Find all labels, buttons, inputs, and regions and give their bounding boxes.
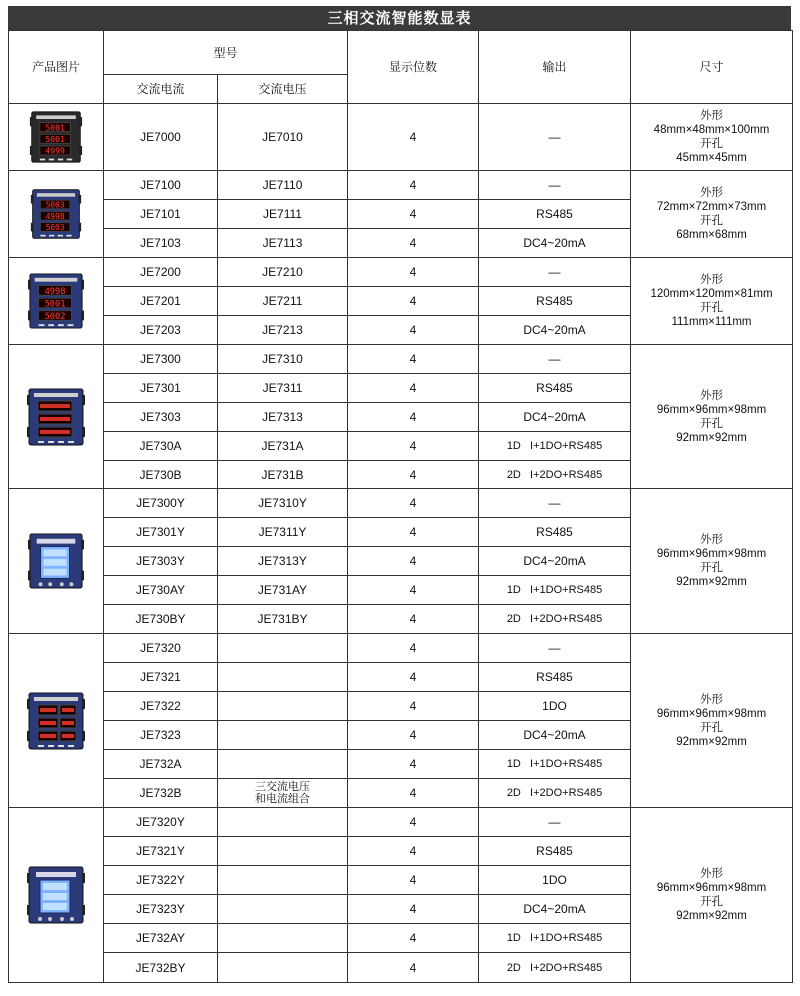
- digits-cell: 4: [348, 837, 479, 866]
- size-value: 96mm×96mm×98mm: [656, 707, 767, 720]
- table-row: [9, 489, 793, 518]
- digits-cell: 4: [348, 229, 479, 258]
- model-voltage-cell: JE7311Y: [218, 518, 348, 547]
- svg-text:4999: 4999: [45, 145, 65, 156]
- digits-cell: 4: [348, 866, 479, 895]
- digits-cell: 4: [348, 953, 479, 983]
- size-value: 96mm×96mm×98mm: [656, 548, 767, 560]
- digits-cell: 4: [348, 287, 479, 316]
- meter-3-window-red-icon: [28, 188, 84, 240]
- size-value: 48mm×48mm×100mm: [653, 124, 770, 136]
- size-cell: [631, 345, 793, 489]
- table-row: [9, 808, 793, 837]
- table-row: [9, 171, 793, 200]
- output-cell: 1D I+1DO+RS485: [479, 750, 631, 779]
- svg-text:4998: 4998: [44, 286, 66, 297]
- model-current-cell: JE7100: [104, 171, 218, 200]
- size-value: 92mm×92mm: [676, 735, 747, 748]
- output-cell: 1D I+1DO+RS485: [479, 576, 631, 605]
- size-value: 96mm×96mm×98mm: [656, 403, 767, 416]
- table-row: [9, 258, 793, 287]
- model-current-cell: JE7323Y: [104, 895, 218, 924]
- table-title: 三相交流智能数显表: [8, 6, 791, 30]
- digits-cell: 4: [348, 808, 479, 837]
- product-image-cell: [9, 258, 104, 345]
- model-current-cell: JE730BY: [104, 605, 218, 634]
- output-cell: —: [479, 258, 631, 287]
- output-cell: —: [479, 489, 631, 518]
- meter-3-window-red-icon: [25, 272, 87, 330]
- output-cell: DC4~20mA: [479, 895, 631, 924]
- model-voltage-cell: [218, 634, 348, 663]
- output-cell: DC4~20mA: [479, 316, 631, 345]
- size-label: 开孔: [700, 417, 724, 430]
- digits-cell: 4: [348, 374, 479, 403]
- model-voltage-cell: JE7210: [218, 258, 348, 287]
- model-current-cell: JE7000: [104, 104, 218, 171]
- digits-cell: 4: [348, 895, 479, 924]
- model-voltage-cell: [218, 837, 348, 866]
- model-voltage-cell: JE731AY: [218, 576, 348, 605]
- model-voltage-cell: [218, 953, 348, 983]
- header-digits: 显示位数: [348, 31, 479, 104]
- output-cell: —: [479, 634, 631, 663]
- model-current-cell: JE7101: [104, 200, 218, 229]
- size-label: 外形: [700, 110, 724, 122]
- header-product-image: 产品图片: [9, 31, 104, 104]
- meter-3-window-red-icon: [26, 110, 86, 164]
- output-cell: DC4~20mA: [479, 229, 631, 258]
- size-value: 92mm×92mm: [676, 910, 747, 922]
- output-cell: 2D I+2DO+RS485: [479, 461, 631, 489]
- output-cell: RS485: [479, 518, 631, 547]
- digits-cell: 4: [348, 258, 479, 287]
- output-cell: 2D I+2DO+RS485: [479, 605, 631, 634]
- meter-6-window-red-icon: [26, 690, 86, 752]
- product-image-cell: [9, 345, 104, 489]
- size-cell: [631, 489, 793, 634]
- model-current-cell: JE7301: [104, 374, 218, 403]
- digits-cell: 4: [348, 547, 479, 576]
- model-current-cell: JE7303Y: [104, 547, 218, 576]
- spec-table-body: [9, 104, 793, 983]
- size-label: 开孔: [700, 215, 724, 227]
- model-current-cell: JE7300Y: [104, 489, 218, 518]
- output-cell: 1D I+1DO+RS485: [479, 432, 631, 461]
- table-row: [9, 634, 793, 663]
- size-label: 开孔: [700, 562, 724, 574]
- model-current-cell: JE7322: [104, 692, 218, 721]
- digits-cell: 4: [348, 576, 479, 605]
- table-row: [9, 104, 793, 171]
- digits-cell: 4: [348, 779, 479, 808]
- model-voltage-cell: JE7313: [218, 403, 348, 432]
- meter-3-window-red-icon: [26, 387, 86, 447]
- digits-cell: 4: [348, 432, 479, 461]
- model-current-cell: JE7301Y: [104, 518, 218, 547]
- size-label: 外形: [700, 534, 724, 546]
- model-current-cell: JE7201: [104, 287, 218, 316]
- svg-text:5002: 5002: [44, 311, 66, 322]
- model-current-cell: JE7103: [104, 229, 218, 258]
- output-cell: RS485: [479, 200, 631, 229]
- model-current-cell: JE7323: [104, 721, 218, 750]
- size-label: 外形: [700, 868, 724, 880]
- size-value: 96mm×96mm×98mm: [656, 882, 767, 894]
- model-voltage-cell: JE7311: [218, 374, 348, 403]
- output-cell: 1DO: [479, 866, 631, 895]
- model-voltage-cell: JE731B: [218, 461, 348, 489]
- model-voltage-cell: 三交流电压 和电流组合: [218, 779, 348, 808]
- size-cell: [631, 808, 793, 983]
- product-image-cell: [9, 634, 104, 808]
- output-cell: RS485: [479, 374, 631, 403]
- digits-cell: 4: [348, 171, 479, 200]
- svg-text:5003: 5003: [45, 200, 65, 210]
- size-cell: [631, 634, 793, 808]
- digits-cell: 4: [348, 634, 479, 663]
- model-current-cell: JE732AY: [104, 924, 218, 953]
- output-cell: 1D I+1DO+RS485: [479, 924, 631, 953]
- model-current-cell: JE7303: [104, 403, 218, 432]
- model-current-cell: JE730B: [104, 461, 218, 489]
- meter-lcd-blue-icon: [27, 531, 85, 591]
- digits-cell: 4: [348, 316, 479, 345]
- digits-cell: 4: [348, 489, 479, 518]
- size-cell: [631, 258, 793, 345]
- size-value: 68mm×68mm: [676, 229, 747, 241]
- size-label: 开孔: [700, 721, 724, 734]
- output-cell: 2D I+2DO+RS485: [479, 779, 631, 808]
- digits-cell: 4: [348, 200, 479, 229]
- output-cell: RS485: [479, 663, 631, 692]
- output-cell: RS485: [479, 287, 631, 316]
- size-label: 外形: [700, 274, 724, 286]
- svg-text:5001: 5001: [44, 299, 66, 310]
- size-label: 外形: [700, 389, 724, 402]
- model-voltage-cell: JE7010: [218, 104, 348, 171]
- size-label: 开孔: [700, 896, 724, 908]
- model-voltage-cell: [218, 750, 348, 779]
- size-value: 72mm×72mm×73mm: [656, 201, 767, 213]
- model-current-cell: JE7321: [104, 663, 218, 692]
- model-voltage-cell: JE731A: [218, 432, 348, 461]
- digits-cell: 4: [348, 104, 479, 171]
- model-voltage-cell: [218, 663, 348, 692]
- output-cell: 1DO: [479, 692, 631, 721]
- output-cell: DC4~20mA: [479, 403, 631, 432]
- model-current-cell: JE7322Y: [104, 866, 218, 895]
- digits-cell: 4: [348, 518, 479, 547]
- header-size: 尺寸: [631, 31, 793, 104]
- output-cell: —: [479, 345, 631, 374]
- model-voltage-cell: JE7310Y: [218, 489, 348, 518]
- model-voltage-cell: JE7313Y: [218, 547, 348, 576]
- size-value: 120mm×120mm×81mm: [650, 288, 773, 300]
- size-label: 开孔: [700, 302, 724, 314]
- svg-text:5001: 5001: [45, 122, 65, 133]
- model-current-cell: JE7321Y: [104, 837, 218, 866]
- meter-lcd-blue-icon: [26, 863, 86, 927]
- model-voltage-cell: JE7110: [218, 171, 348, 200]
- model-current-cell: JE7200: [104, 258, 218, 287]
- output-cell: —: [479, 171, 631, 200]
- model-voltage-cell: JE7213: [218, 316, 348, 345]
- size-label: 开孔: [700, 138, 724, 150]
- model-current-cell: JE7320: [104, 634, 218, 663]
- output-cell: RS485: [479, 837, 631, 866]
- table-row: [9, 345, 793, 374]
- product-image-cell: [9, 489, 104, 634]
- model-voltage-cell: [218, 692, 348, 721]
- size-value: 92mm×92mm: [676, 431, 747, 444]
- output-cell: DC4~20mA: [479, 547, 631, 576]
- model-voltage-cell: JE7113: [218, 229, 348, 258]
- model-current-cell: JE730A: [104, 432, 218, 461]
- size-cell: [631, 171, 793, 258]
- output-cell: 2D I+2DO+RS485: [479, 953, 631, 983]
- model-voltage-cell: JE7111: [218, 200, 348, 229]
- header-ac-voltage: 交流电压: [218, 75, 348, 104]
- header-output: 输出: [479, 31, 631, 104]
- digits-cell: 4: [348, 721, 479, 750]
- size-label: 外形: [700, 693, 724, 706]
- model-current-cell: JE730AY: [104, 576, 218, 605]
- product-image-cell: [9, 808, 104, 983]
- size-value: 45mm×45mm: [676, 152, 747, 164]
- model-voltage-cell: [218, 866, 348, 895]
- size-value: 111mm×111mm: [671, 316, 752, 328]
- model-voltage-cell: [218, 808, 348, 837]
- size-label: 外形: [700, 187, 724, 199]
- digits-cell: 4: [348, 692, 479, 721]
- model-voltage-cell: [218, 924, 348, 953]
- model-current-cell: JE7203: [104, 316, 218, 345]
- product-image-cell: [9, 104, 104, 171]
- digits-cell: 4: [348, 924, 479, 953]
- model-voltage-cell: [218, 895, 348, 924]
- product-image-cell: [9, 171, 104, 258]
- model-voltage-cell: JE731BY: [218, 605, 348, 634]
- model-current-cell: JE732BY: [104, 953, 218, 983]
- model-voltage-cell: JE7310: [218, 345, 348, 374]
- svg-text:5003: 5003: [45, 223, 65, 233]
- header-ac-current: 交流电流: [104, 75, 218, 104]
- digits-cell: 4: [348, 345, 479, 374]
- model-voltage-cell: JE7211: [218, 287, 348, 316]
- model-current-cell: JE7300: [104, 345, 218, 374]
- digits-cell: 4: [348, 461, 479, 489]
- output-cell: DC4~20mA: [479, 721, 631, 750]
- output-cell: —: [479, 104, 631, 171]
- output-cell: —: [479, 808, 631, 837]
- digits-cell: 4: [348, 605, 479, 634]
- size-value: 92mm×92mm: [676, 576, 747, 588]
- digits-cell: 4: [348, 663, 479, 692]
- spec-table: [8, 30, 793, 983]
- svg-text:5001: 5001: [45, 133, 65, 144]
- size-cell: [631, 104, 793, 171]
- model-current-cell: JE732A: [104, 750, 218, 779]
- header-model: 型号: [104, 31, 348, 75]
- model-current-cell: JE7320Y: [104, 808, 218, 837]
- model-voltage-cell: [218, 721, 348, 750]
- svg-text:4998: 4998: [45, 211, 65, 221]
- digits-cell: 4: [348, 750, 479, 779]
- model-current-cell: JE732B: [104, 779, 218, 808]
- digits-cell: 4: [348, 403, 479, 432]
